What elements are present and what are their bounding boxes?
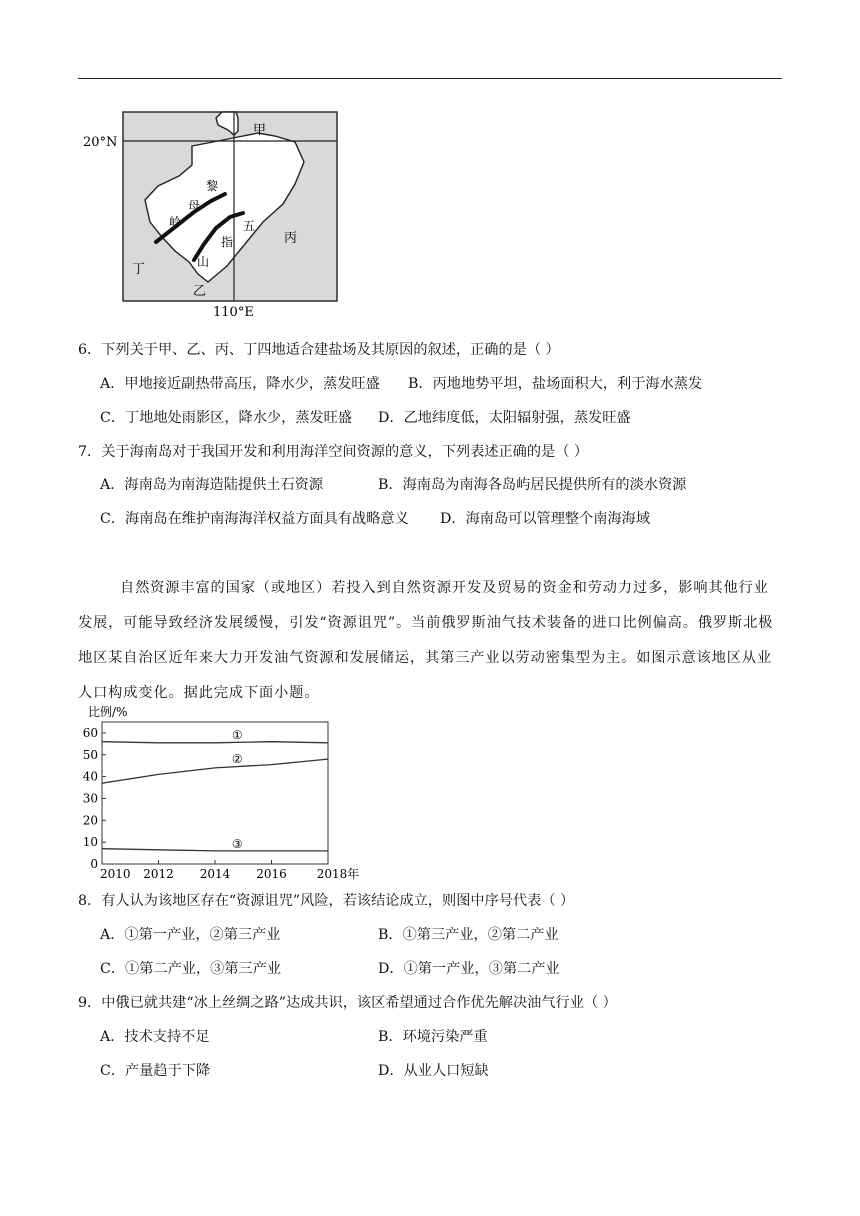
q6-option-c[interactable]: C．丁地地处雨影区，降水少，蒸发旺盛 [100, 410, 353, 426]
lat-label: 20°N [83, 135, 118, 150]
x-tick-label: 2010 [100, 867, 131, 881]
label-ding: 丁 [132, 262, 146, 277]
q8-option-a[interactable]: A．①第一产业，②第三产业 [100, 927, 281, 943]
q6-stem: 6．下列关于甲、乙、丙、丁四地适合建盐场及其原因的叙述，正确的是（ ） [78, 342, 560, 358]
y-tick-label: 50 [82, 747, 98, 762]
label-yi: 乙 [193, 284, 207, 299]
label-wuzhi-3: 山 [197, 255, 210, 269]
q8-option-d[interactable]: D．①第一产业，③第二产业 [378, 961, 560, 977]
q6-option-a[interactable]: A．甲地接近副热带高压，降水少，蒸发旺盛 [100, 376, 380, 392]
hainan-map [80, 104, 360, 322]
series-line-1 [102, 742, 328, 743]
x-tick-label: 2014 [199, 867, 231, 881]
q9-option-d[interactable]: D．从业人口短缺 [378, 1063, 489, 1079]
series-label-2: ② [231, 752, 243, 767]
label-wuzhi-1: 五 [243, 219, 256, 233]
q9-stem: 9．中俄已就共建“冰上丝绸之路”达成共识，该区希望通过合作优先解决油气行业（ ） [78, 995, 617, 1011]
label-bing: 丙 [284, 231, 298, 246]
q8-stem: 8．有人认为该地区存在“资源诅咒”风险，若该结论成立，则图中序号代表（ ） [78, 893, 575, 909]
y-tick-label: 10 [82, 835, 98, 850]
series-line-3 [102, 849, 328, 851]
label-limu-2: 母 [188, 199, 201, 213]
y-tick-label: 60 [82, 725, 98, 740]
y-tick-label: 20 [82, 813, 98, 828]
x-tick-label: 2018年 [316, 867, 360, 881]
series-label-3: ③ [231, 836, 243, 851]
q7-option-a[interactable]: A．海南岛为南海造陆提供土石资源 [100, 477, 324, 493]
label-limu-3: 岭 [169, 215, 182, 229]
passage-line-3: 地区某自治区近年来大力开发油气资源和发展储运，其第三产业以劳动密集型为主。如图示意该地区从业 [78, 650, 773, 666]
y-tick-label: 30 [82, 791, 98, 806]
q7-option-d[interactable]: D．海南岛可以管理整个南海海域 [440, 511, 651, 527]
q9-option-a[interactable]: A．技术支持不足 [100, 1029, 210, 1045]
lon-label: 110°E [213, 305, 254, 320]
passage-line-4: 人口构成变化。据此完成下面小题。 [78, 685, 320, 701]
q9-option-b[interactable]: B．环境污染严重 [378, 1029, 488, 1045]
series-label-1: ① [231, 728, 243, 743]
x-tick-label: 2016 [256, 867, 287, 881]
q7-stem: 7．关于海南岛对于我国开发和利用海洋空间资源的意义，下列表述正确的是（ ） [78, 444, 589, 460]
passage-line-2: 展，可能导致经济发展缓慢，引发“资源诅咒”。当前俄罗斯油气技术装备的进口比例偏高。俄罗斯北极 [93, 615, 774, 631]
label-jia: 甲 [253, 123, 267, 138]
y-tick-label: 0 [90, 857, 98, 871]
label-wuzhi-2: 指 [221, 235, 234, 249]
q7-option-c[interactable]: C．海南岛在维护南海海洋权益方面具有战略意义 [100, 511, 409, 527]
chart-ylabel: 比例/% [88, 705, 128, 719]
series-line-2 [102, 759, 328, 783]
q9-option-c[interactable]: C．产量趋于下降 [100, 1063, 211, 1079]
q8-option-b[interactable]: B．①第三产业，②第二产业 [378, 927, 559, 943]
q6-option-d[interactable]: D．乙地纬度低，太阳辐射强，蒸发旺盛 [378, 410, 631, 426]
passage-line-1: 自然资源丰富的国家（或地区）若投入到自然资源开发及贸易的资金和劳动力过多，影响其他行业发 [78, 580, 769, 631]
x-tick-label: 2012 [143, 867, 174, 881]
y-tick-label: 40 [82, 769, 98, 784]
q7-option-b[interactable]: B．海南岛为南海各岛屿居民提供所有的淡水资源 [378, 477, 687, 493]
employment-chart [78, 702, 360, 882]
q6-option-b[interactable]: B．丙地地势平坦，盐场面积大，利于海水蒸发 [408, 376, 703, 392]
header-rule [78, 78, 782, 79]
passage [78, 571, 782, 711]
label-limu-1: 黎 [206, 179, 219, 193]
q8-option-c[interactable]: C．①第二产业，③第三产业 [100, 961, 282, 977]
